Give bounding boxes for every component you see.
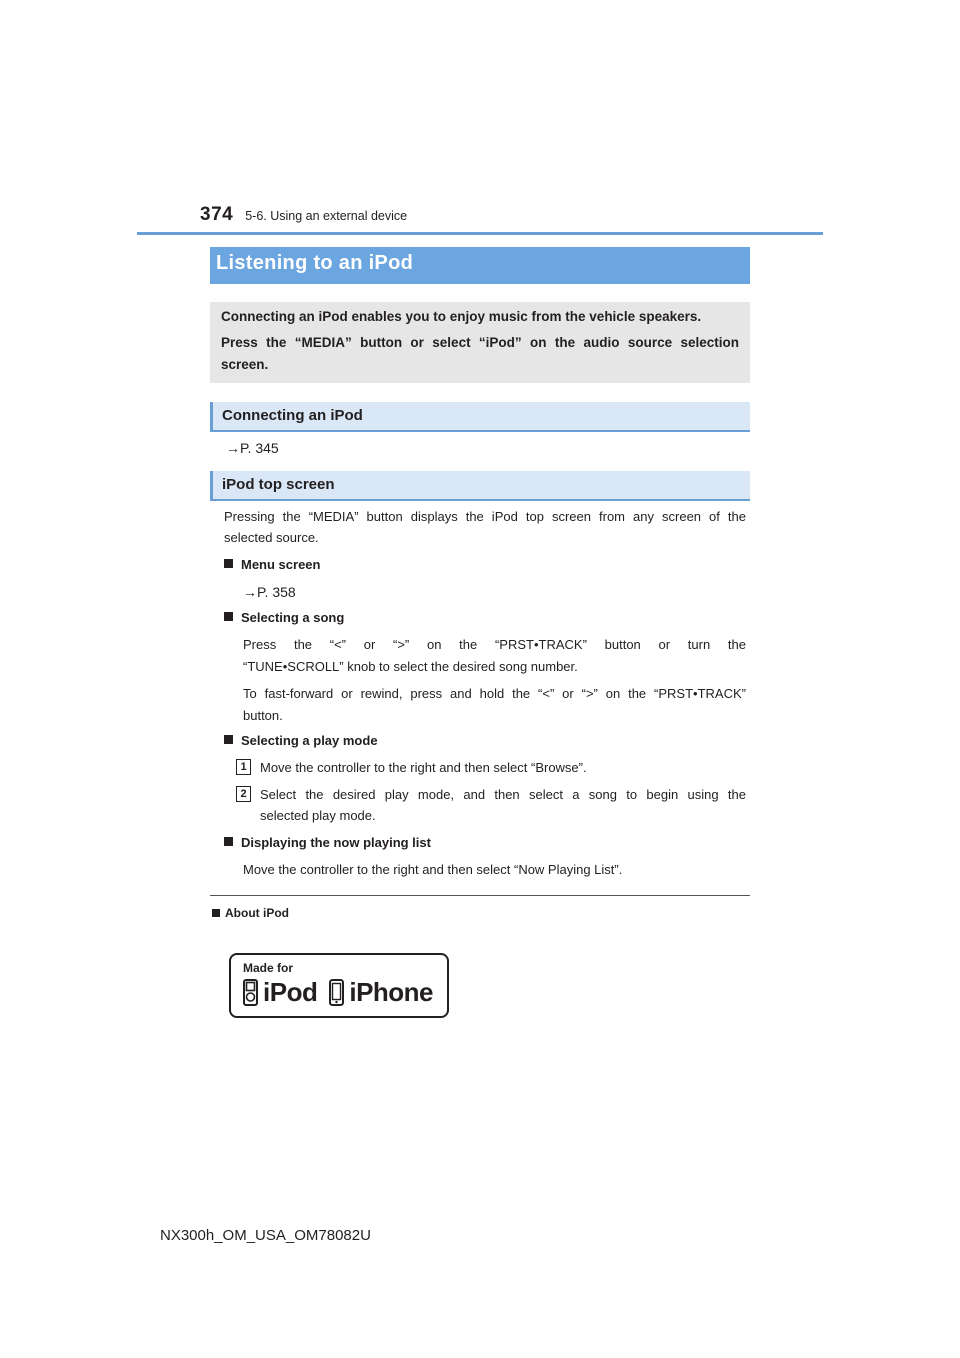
play-mode-step: Move the controller to the right and then select “Browse”. xyxy=(260,760,587,775)
menu-screen-heading: Menu screen xyxy=(224,557,320,572)
bullet-square-icon xyxy=(224,612,233,621)
intro-line: Press the “MEDIA” button or select “iPod” on the audio source selection xyxy=(221,335,739,350)
song-text: “TUNE•SCROLL” knob to select the desired song number. xyxy=(243,659,578,674)
song-text: Press the “<” or “>” on the “PRST•TRACK” button or turn the xyxy=(243,637,746,652)
connecting-page-ref: →P. 345 xyxy=(226,440,279,456)
iphone-wordmark: iPhone xyxy=(349,977,434,1007)
made-for-text: Made for xyxy=(243,961,294,975)
page-header xyxy=(200,204,407,226)
now-playing-heading: Displaying the now playing list xyxy=(224,835,431,850)
bullet-square-icon xyxy=(212,909,220,917)
song-text: button. xyxy=(243,708,283,723)
connecting-heading: Connecting an iPod xyxy=(222,407,363,424)
document-footer: NX300h_OM_USA_OM78082U xyxy=(160,1227,371,1244)
section-reference: 5-6. Using an external device xyxy=(245,209,408,223)
made-for-ipod-iphone-logo xyxy=(229,953,449,1018)
now-playing-text: Move the controller to the right and then select “Now Playing List”. xyxy=(243,862,623,877)
step-number-badge: 2 xyxy=(236,786,251,802)
about-ipod-heading: About iPod xyxy=(212,906,289,920)
section-divider xyxy=(210,895,750,896)
title-bar xyxy=(210,247,750,284)
top-screen-heading-bar xyxy=(210,471,750,501)
selecting-song-heading: Selecting a song xyxy=(224,610,344,625)
ipod-device-icon xyxy=(243,979,258,1006)
top-screen-heading: iPod top screen xyxy=(222,476,335,493)
connecting-heading-bar xyxy=(210,402,750,432)
song-text: To fast-forward or rewind, press and hold the “<” or “>” on the “PRST•TRACK” xyxy=(243,686,746,701)
play-mode-heading: Selecting a play mode xyxy=(224,733,378,748)
play-mode-step: selected play mode. xyxy=(260,808,376,823)
intro-line: screen. xyxy=(221,357,269,372)
intro-box xyxy=(210,302,750,383)
step-number-badge: 1 xyxy=(236,759,251,775)
intro-line: Connecting an iPod enables you to enjoy music from the vehicle speakers. xyxy=(221,309,702,324)
top-screen-desc: Pressing the “MEDIA” button displays the iPod top screen from any screen of the xyxy=(224,509,746,524)
bullet-square-icon xyxy=(224,735,233,744)
ipod-wordmark: iPod xyxy=(263,977,318,1007)
menu-page-ref: →P. 358 xyxy=(243,584,296,600)
iphone-device-icon xyxy=(329,979,344,1006)
top-screen-desc: selected source. xyxy=(224,530,319,545)
play-mode-step: Select the desired play mode, and then select a song to begin using the xyxy=(260,787,746,802)
header-rule xyxy=(137,232,823,235)
bullet-square-icon xyxy=(224,837,233,846)
page-number: 374 xyxy=(200,204,234,225)
page-title: Listening to an iPod xyxy=(216,252,414,274)
bullet-square-icon xyxy=(224,559,233,568)
